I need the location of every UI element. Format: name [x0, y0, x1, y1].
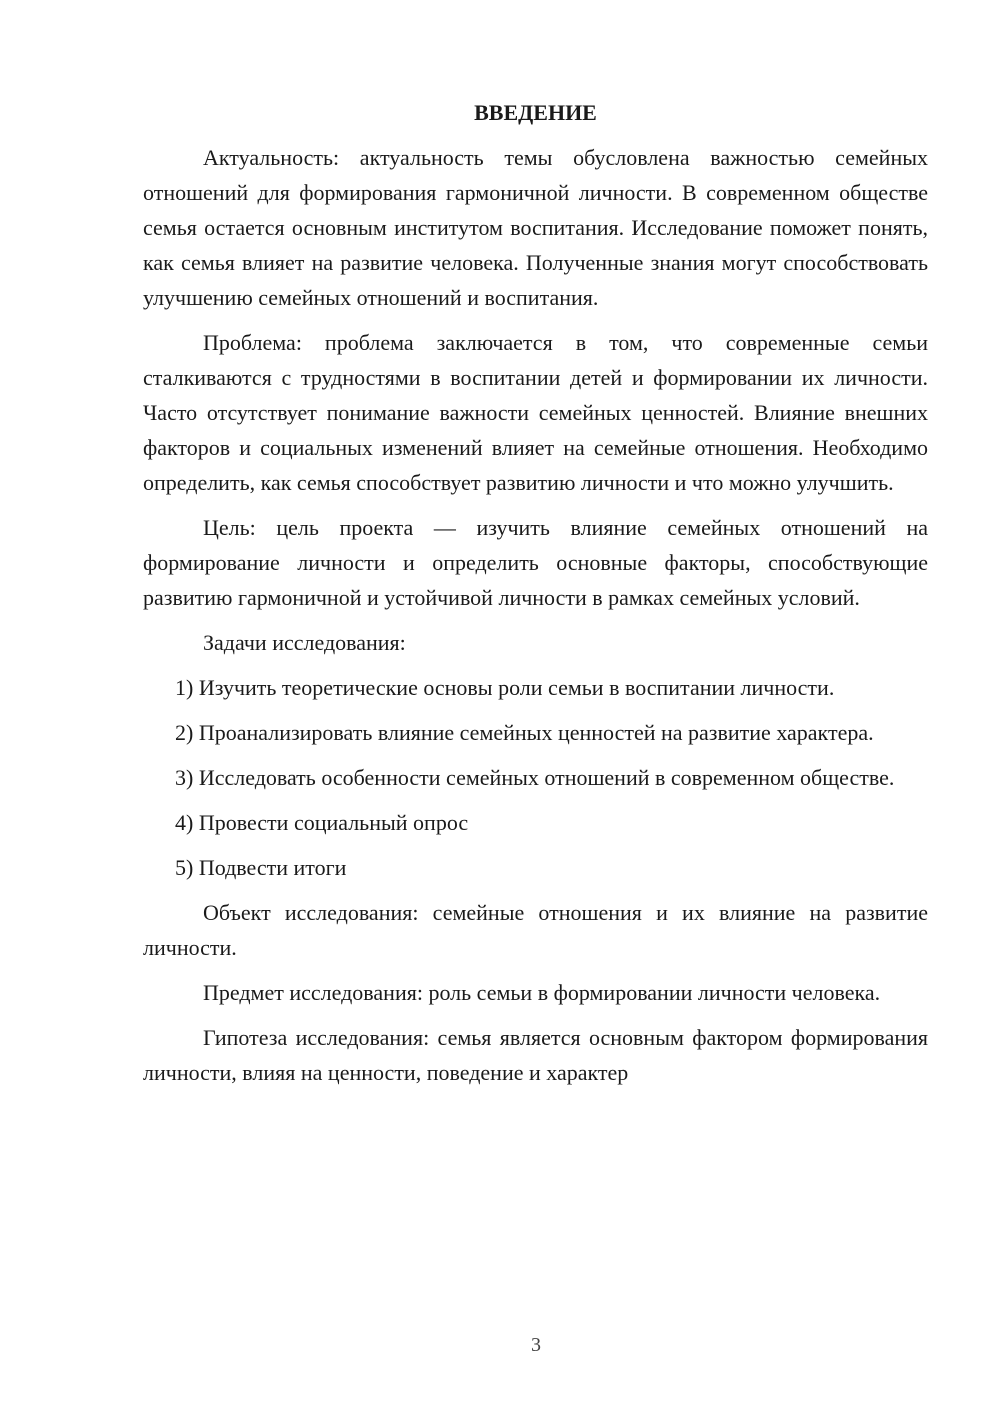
task-item-3: 3) Исследовать особенности семейных отношений в современном обществе.	[175, 765, 895, 790]
section-title: ВВЕДЕНИЕ	[474, 100, 597, 125]
tasks-heading: Задачи исследования:	[203, 630, 406, 655]
hypothesis-paragraph: Гипотеза исследования: семья является основным фактором формирования личности, влияя на ценности, поведение и характер	[143, 1025, 928, 1085]
relevance-paragraph: Актуальность: актуальность темы обусловлена важностью семейных отношений для формирования гармоничной личности. В современном обществе семья остается основным институтом воспитания. Исследование поможет понять, как семья влияет на развитие человека. Полученные знания могут способствовать улучшению семейных отношений и воспитания.	[143, 145, 928, 310]
task-item-4: 4) Провести социальный опрос	[175, 810, 469, 835]
task-item-5: 5) Подвести итоги	[175, 855, 347, 880]
problem-paragraph: Проблема: проблема заключается в том, что современные семьи сталкиваются с трудностями в воспитании детей и формировании их личности. Часто отсутствует понимание важности семейных ценностей. Влияние внешних факторов и социальных изменений влияет на семейные отношения. Необходимо определить, как семья способствует развитию личности и что можно улучшить.	[143, 330, 928, 495]
task-item-1: 1) Изучить теоретические основы роли семьи в воспитании личности.	[175, 675, 835, 700]
task-item-2: 2) Проанализировать влияние семейных ценностей на развитие характера.	[175, 720, 874, 745]
object-paragraph: Объект исследования: семейные отношения и их влияние на развитие личности.	[143, 900, 928, 960]
goal-paragraph: Цель: цель проекта — изучить влияние семейных отношений на формирование личности и определить основные факторы, способствующие развитию гармоничной и устойчивой личности в рамках семейных условий.	[143, 515, 928, 610]
document-page	[143, 95, 928, 1100]
page-number: 3	[531, 1334, 541, 1356]
subject-paragraph: Предмет исследования: роль семьи в формировании личности человека.	[203, 980, 881, 1005]
